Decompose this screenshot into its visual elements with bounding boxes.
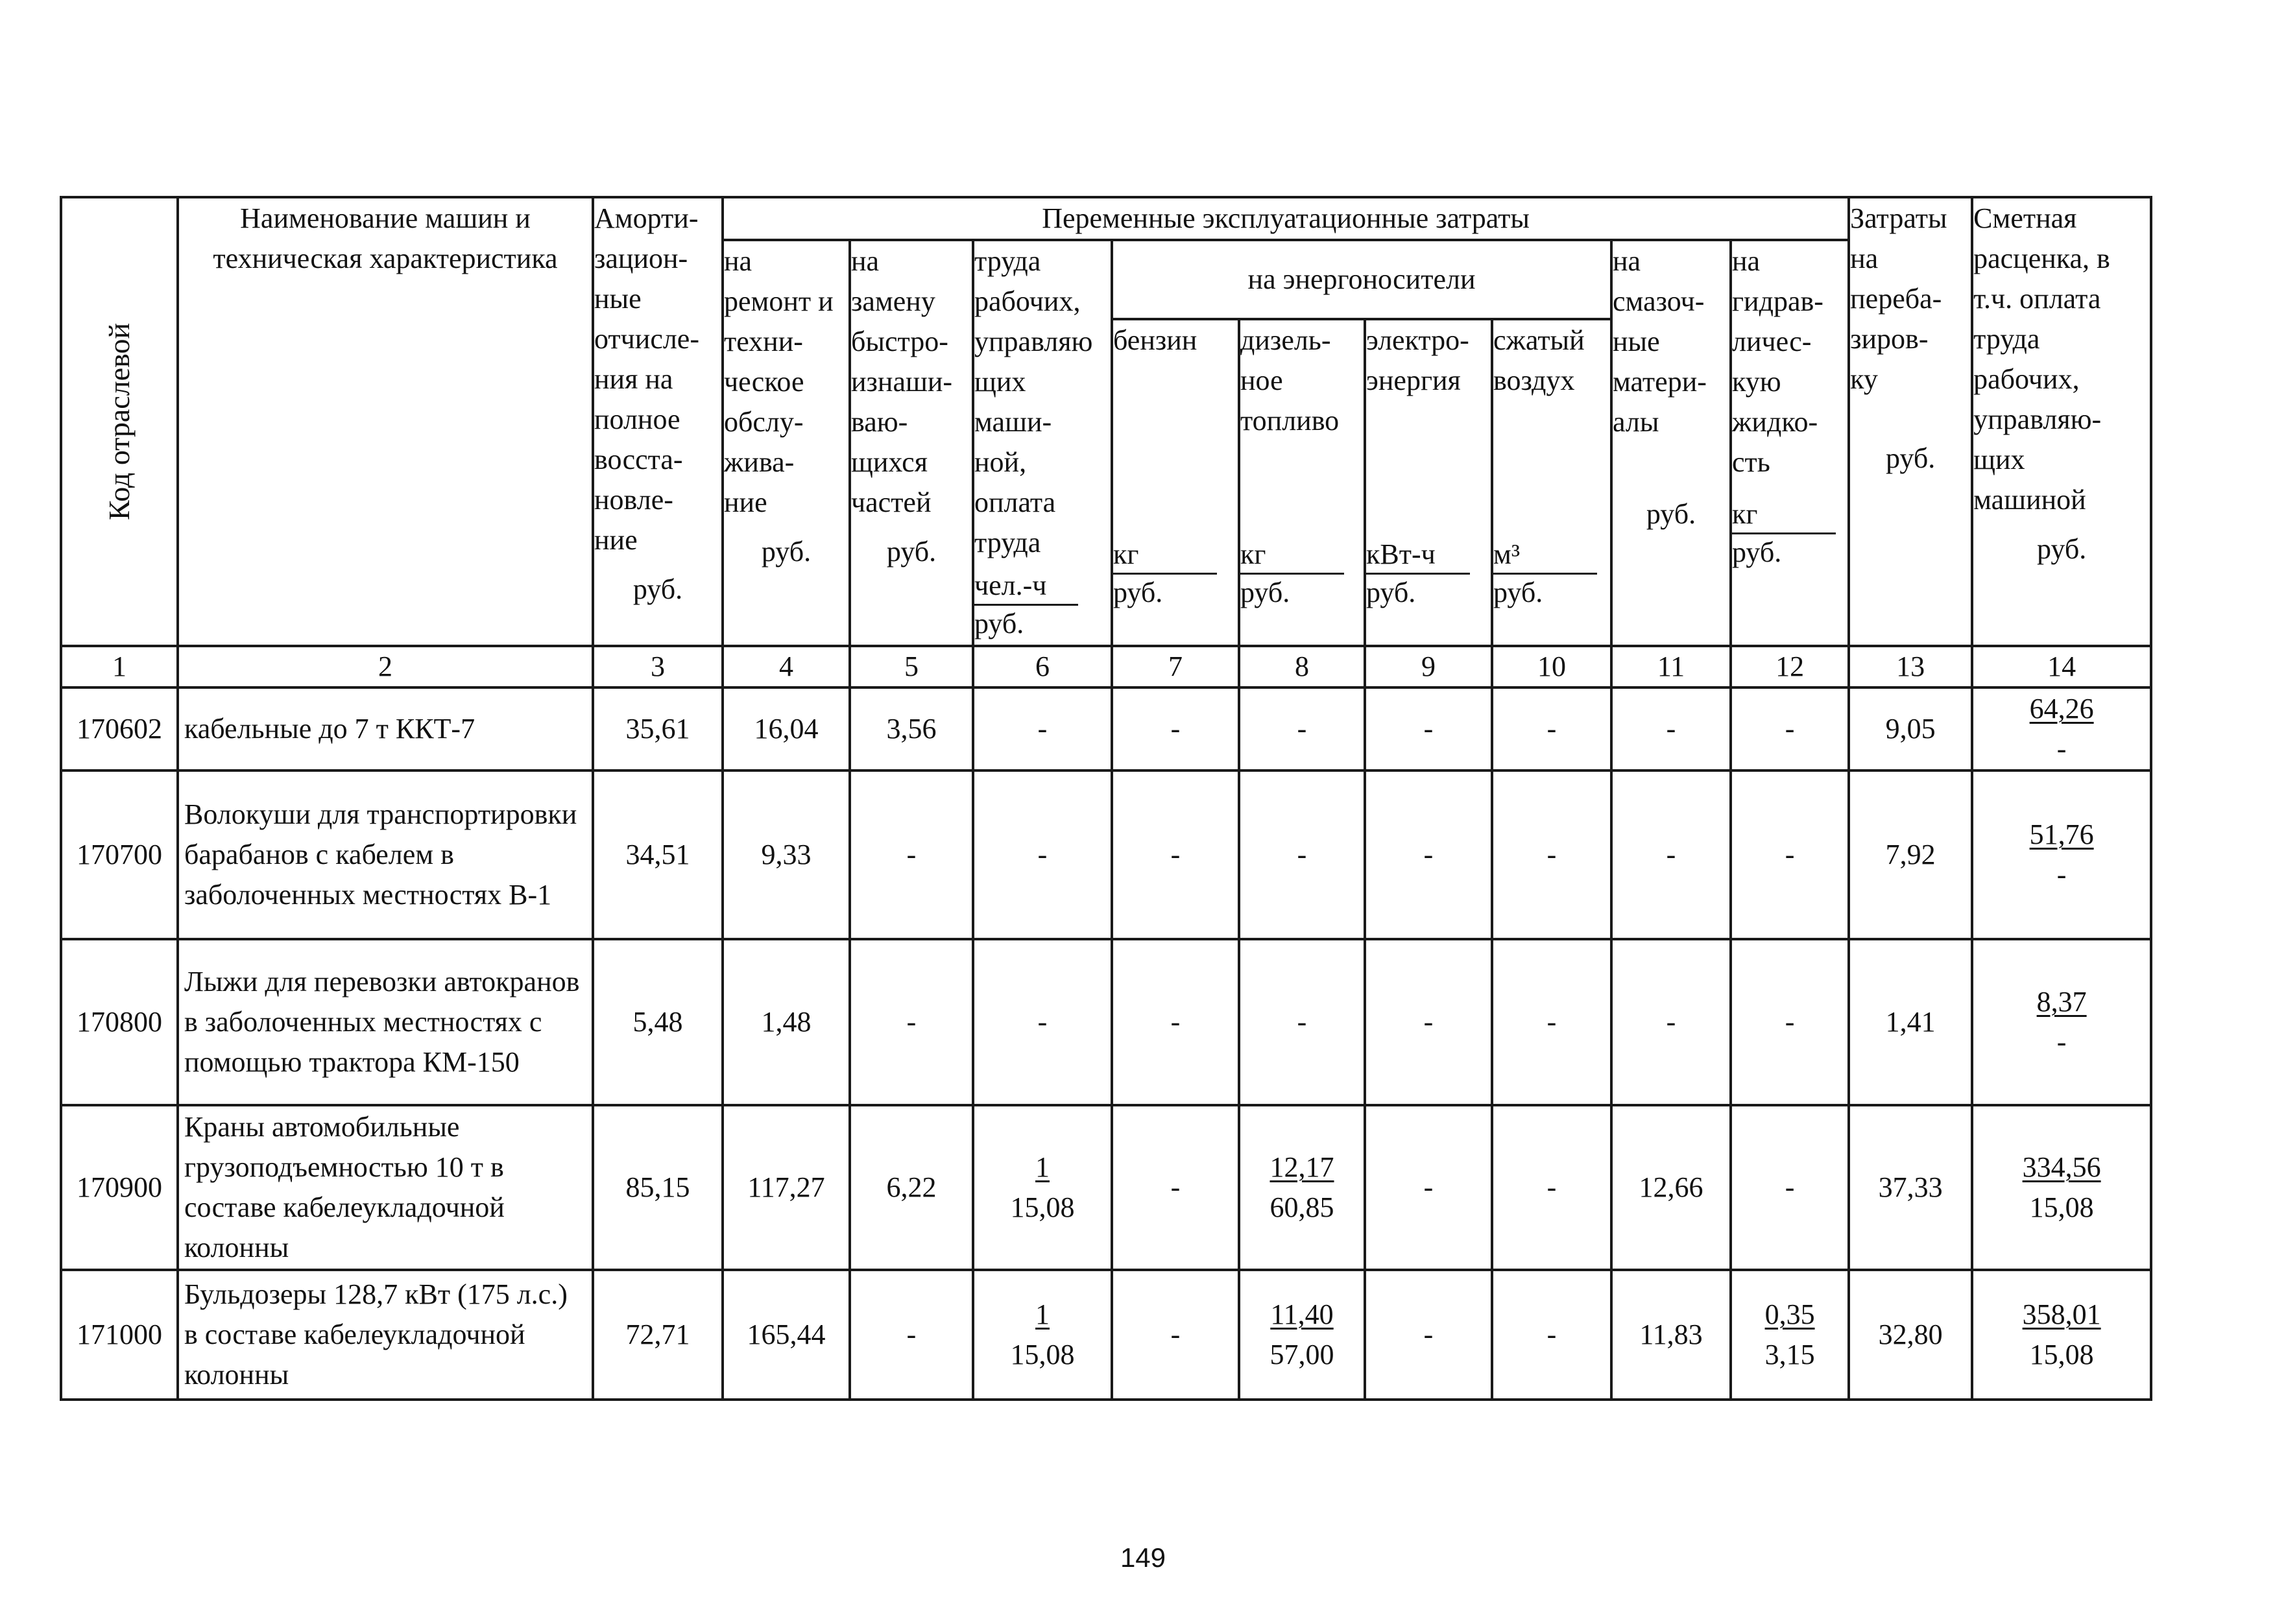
diesel-fraction <box>1270 1147 1334 1228</box>
diesel-top: 11,40 <box>1270 1298 1334 1330</box>
header-air <box>1492 319 1611 646</box>
hydraulic-top: - <box>1785 1171 1795 1203</box>
labor-value <box>973 770 1112 939</box>
repair-value: 9,33 <box>723 770 850 939</box>
estimate-top: 51,76 <box>2029 818 2094 850</box>
repair-value: 165,44 <box>723 1270 850 1400</box>
petrol-value: - <box>1112 939 1239 1105</box>
electric-value: - <box>1365 1270 1492 1400</box>
header-name <box>178 197 593 646</box>
column-number: 6 <box>973 646 1112 687</box>
header-electric <box>1365 319 1492 646</box>
petrol-value: - <box>1112 1270 1239 1400</box>
estimate-fraction <box>2023 1295 2101 1375</box>
estimate-top: 64,26 <box>2029 693 2094 724</box>
labor-bottom: 15,08 <box>1010 1191 1075 1223</box>
header-diesel-label: дизель- ное топливо <box>1240 324 1340 436</box>
machine-name: Бульдозеры 128,7 кВт (175 л.с.) в составе кабелеукладочной колонны <box>178 1270 593 1400</box>
hydraulic-fraction <box>1765 1295 1815 1375</box>
header-air-label: сжатый воздух <box>1493 324 1585 396</box>
estimate-bottom: - <box>2056 1026 2067 1058</box>
header-diesel <box>1239 319 1365 646</box>
header-hydraulic-unit-top: кг <box>1732 496 1836 534</box>
diesel-bottom: 60,85 <box>1269 1191 1334 1223</box>
replace-value: 3,56 <box>850 687 973 770</box>
estimate-bottom: - <box>2056 733 2067 765</box>
machine-code: 170800 <box>61 939 178 1105</box>
header-lubricant <box>1611 240 1731 646</box>
labor-top: - <box>1037 713 1048 745</box>
table-row <box>61 1105 2151 1270</box>
labor-top: - <box>1037 1006 1048 1038</box>
table-row <box>61 1270 2151 1400</box>
table-row <box>61 770 2151 939</box>
electric-value: - <box>1365 687 1492 770</box>
petrol-value: - <box>1112 770 1239 939</box>
relocation-value: 32,80 <box>1849 1270 1972 1400</box>
diesel-value <box>1239 687 1365 770</box>
replace-value: - <box>850 939 973 1105</box>
header-relocation-label: Затраты на переба- зиров- ку <box>1850 202 1947 395</box>
header-air-unit-bottom: руб. <box>1493 577 1543 608</box>
amortization-value: 35,61 <box>593 687 723 770</box>
machine-name: Лыжи для перевозки автокранов в заболоченных местностях с помощью трактора КМ-150 <box>178 939 593 1105</box>
header-variable-costs-label: Переменные эксплуатационные затраты <box>1042 202 1530 234</box>
hydraulic-value <box>1731 939 1849 1105</box>
machine-name: кабельные до 7 т ККТ-7 <box>178 687 593 770</box>
labor-value <box>973 939 1112 1105</box>
header-labor <box>973 240 1112 646</box>
diesel-fraction <box>1270 1295 1334 1375</box>
labor-value <box>973 1270 1112 1400</box>
header-electric-unit <box>1366 534 1491 611</box>
estimate-value <box>1972 687 2151 770</box>
header-labor-unit-bottom: руб. <box>974 608 1024 639</box>
machine-code: 171000 <box>61 1270 178 1400</box>
estimate-bottom: 15,08 <box>2029 1191 2094 1223</box>
header-estimate-label: Сметная расценка, в т.ч. оплата труда рабочих, управляю- щих машиной <box>1973 202 2110 516</box>
header-repair <box>723 240 850 646</box>
header-petrol <box>1112 319 1239 646</box>
header-replace <box>850 240 973 646</box>
estimate-bottom: - <box>2056 859 2067 890</box>
relocation-value: 7,92 <box>1849 770 1972 939</box>
relocation-value: 9,05 <box>1849 687 1972 770</box>
labor-value <box>973 687 1112 770</box>
hydraulic-value <box>1731 1105 1849 1270</box>
estimate-top: 358,01 <box>2022 1298 2101 1330</box>
header-electric-unit-top: кВт-ч <box>1366 536 1470 575</box>
diesel-value <box>1239 939 1365 1105</box>
labor-bottom: 15,08 <box>1010 1339 1075 1370</box>
header-amortization-unit: руб. <box>632 573 683 605</box>
column-number: 14 <box>1972 646 2151 687</box>
labor-top: 1 <box>1035 1298 1050 1330</box>
diesel-value <box>1239 1105 1365 1270</box>
header-diesel-unit-bottom: руб. <box>1240 577 1290 608</box>
hydraulic-top: 0,35 <box>1764 1298 1815 1330</box>
header-labor-unit-top: чел.-ч <box>974 567 1078 606</box>
labor-fraction <box>1011 1147 1075 1228</box>
hydraulic-top: - <box>1785 713 1795 745</box>
header-petrol-unit-top: кг <box>1113 536 1217 575</box>
relocation-value: 37,33 <box>1849 1105 1972 1270</box>
column-number: 7 <box>1112 646 1239 687</box>
repair-value: 1,48 <box>723 939 850 1105</box>
header-repair-label: на ремонт и техни- ческое обслу- жива- ние <box>724 245 834 518</box>
amortization-value: 5,48 <box>593 939 723 1105</box>
header-labor-unit <box>974 566 1111 642</box>
machine-name: Волокуши для транспортировки барабанов с кабелем в заболоченных местностях В-1 <box>178 770 593 939</box>
estimate-top: 8,37 <box>2036 986 2087 1018</box>
amortization-value: 85,15 <box>593 1105 723 1270</box>
header-estimate-unit: руб. <box>2037 533 2087 565</box>
header-replace-unit: руб. <box>886 536 937 567</box>
header-hydraulic-unit <box>1732 494 1847 571</box>
hydraulic-top: - <box>1785 1006 1795 1038</box>
replace-value: - <box>850 770 973 939</box>
header-amortization-label: Аморти- зацион- ные отчисле- ния на полное восста- новле- ние <box>594 202 699 556</box>
air-value: - <box>1492 1105 1611 1270</box>
electric-value: - <box>1365 939 1492 1105</box>
estimate-fraction <box>2030 815 2094 895</box>
hydraulic-value <box>1731 1270 1849 1400</box>
column-number: 9 <box>1365 646 1492 687</box>
replace-value: - <box>850 1270 973 1400</box>
estimate-top: 334,56 <box>2022 1151 2101 1183</box>
page-number: 149 <box>1120 1542 1166 1573</box>
repair-value: 117,27 <box>723 1105 850 1270</box>
header-lubricant-label: на смазоч- ные матери- алы <box>1613 245 1707 438</box>
lubricant-value: 12,66 <box>1611 1105 1731 1270</box>
header-labor-label: труда рабочих, управляю щих маши- ной, оплата труда <box>974 245 1093 558</box>
diesel-top: - <box>1297 713 1307 745</box>
air-value: - <box>1492 939 1611 1105</box>
header-hydraulic-unit-bottom: руб. <box>1732 536 1782 568</box>
diesel-value <box>1239 770 1365 939</box>
column-number: 4 <box>723 646 850 687</box>
header-petrol-unit <box>1113 534 1238 611</box>
header-diesel-unit <box>1240 534 1364 611</box>
lubricant-value: - <box>1611 770 1731 939</box>
amortization-value: 72,71 <box>593 1270 723 1400</box>
column-number: 2 <box>178 646 593 687</box>
machine-code: 170900 <box>61 1105 178 1270</box>
estimate-value <box>1972 1105 2151 1270</box>
diesel-value <box>1239 1270 1365 1400</box>
labor-fraction <box>1011 1295 1075 1375</box>
column-number: 5 <box>850 646 973 687</box>
machine-name: Краны автомобильные грузоподъемностью 10 т в составе кабелеукладочной колонны <box>178 1105 593 1270</box>
column-number: 13 <box>1849 646 1972 687</box>
header-petrol-unit-bottom: руб. <box>1113 577 1163 608</box>
column-number-row <box>61 646 2151 687</box>
labor-top: 1 <box>1035 1151 1050 1183</box>
diesel-top: - <box>1297 1006 1307 1038</box>
column-number: 1 <box>61 646 178 687</box>
lubricant-value: 11,83 <box>1611 1270 1731 1400</box>
header-electric-unit-bottom: руб. <box>1366 577 1416 608</box>
header-repair-unit: руб. <box>761 536 812 567</box>
table-row <box>61 939 2151 1105</box>
diesel-top: - <box>1297 839 1307 870</box>
repair-value: 16,04 <box>723 687 850 770</box>
petrol-value: - <box>1112 1105 1239 1270</box>
electric-value: - <box>1365 1105 1492 1270</box>
header-relocation-unit: руб. <box>1886 442 1936 474</box>
air-value: - <box>1492 687 1611 770</box>
machine-code: 170700 <box>61 770 178 939</box>
machine-code: 170602 <box>61 687 178 770</box>
column-number: 12 <box>1731 646 1849 687</box>
hydraulic-bottom: 3,15 <box>1764 1339 1815 1370</box>
hydraulic-value <box>1731 687 1849 770</box>
column-number: 3 <box>593 646 723 687</box>
estimate-bottom: 15,08 <box>2029 1339 2094 1370</box>
hydraulic-top: - <box>1785 839 1795 870</box>
labor-value <box>973 1105 1112 1270</box>
header-amortization <box>593 197 723 646</box>
estimate-fraction <box>2037 982 2087 1062</box>
air-value: - <box>1492 770 1611 939</box>
header-air-unit-top: м³ <box>1493 536 1597 575</box>
column-number: 8 <box>1239 646 1365 687</box>
petrol-value: - <box>1112 687 1239 770</box>
column-number: 10 <box>1492 646 1611 687</box>
header-hydraulic <box>1731 240 1849 646</box>
estimate-value <box>1972 1270 2151 1400</box>
column-number: 11 <box>1611 646 1731 687</box>
header-diesel-unit-top: кг <box>1240 536 1344 575</box>
diesel-top: 12,17 <box>1269 1151 1334 1183</box>
hydraulic-value <box>1731 770 1849 939</box>
header-code <box>61 197 178 646</box>
lubricant-value: - <box>1611 687 1731 770</box>
header-energy <box>1112 240 1611 319</box>
table-row <box>61 687 2151 770</box>
estimate-fraction <box>2023 1147 2101 1228</box>
lubricant-value: - <box>1611 939 1731 1105</box>
header-energy-label: на энергоносители <box>1247 263 1476 295</box>
header-petrol-label: бензин <box>1113 324 1197 356</box>
header-name-label: Наименование машин и техническая характеристика <box>213 202 558 274</box>
labor-top: - <box>1037 839 1048 870</box>
electric-value: - <box>1365 770 1492 939</box>
estimate-value <box>1972 939 2151 1105</box>
header-electric-label: электро- энергия <box>1366 324 1469 396</box>
diesel-bottom: 57,00 <box>1269 1339 1334 1370</box>
relocation-value: 1,41 <box>1849 939 1972 1105</box>
header-variable-costs <box>723 197 1849 240</box>
header-estimate <box>1972 197 2151 646</box>
header-lubricant-unit: руб. <box>1646 498 1696 530</box>
header-hydraulic-label: на гидрав- личес- кую жидко- сть <box>1732 245 1823 478</box>
replace-value: 6,22 <box>850 1105 973 1270</box>
air-value: - <box>1492 1270 1611 1400</box>
amortization-value: 34,51 <box>593 770 723 939</box>
estimate-fraction <box>2030 689 2094 769</box>
header-code-label: Код отраслевой <box>102 322 136 521</box>
cost-table <box>60 196 2152 1401</box>
header-air-unit <box>1493 534 1610 611</box>
header-replace-label: на замену быстро- изнаши- ваю- щихся частей <box>851 245 953 518</box>
header-relocation <box>1849 197 1972 646</box>
estimate-value <box>1972 770 2151 939</box>
